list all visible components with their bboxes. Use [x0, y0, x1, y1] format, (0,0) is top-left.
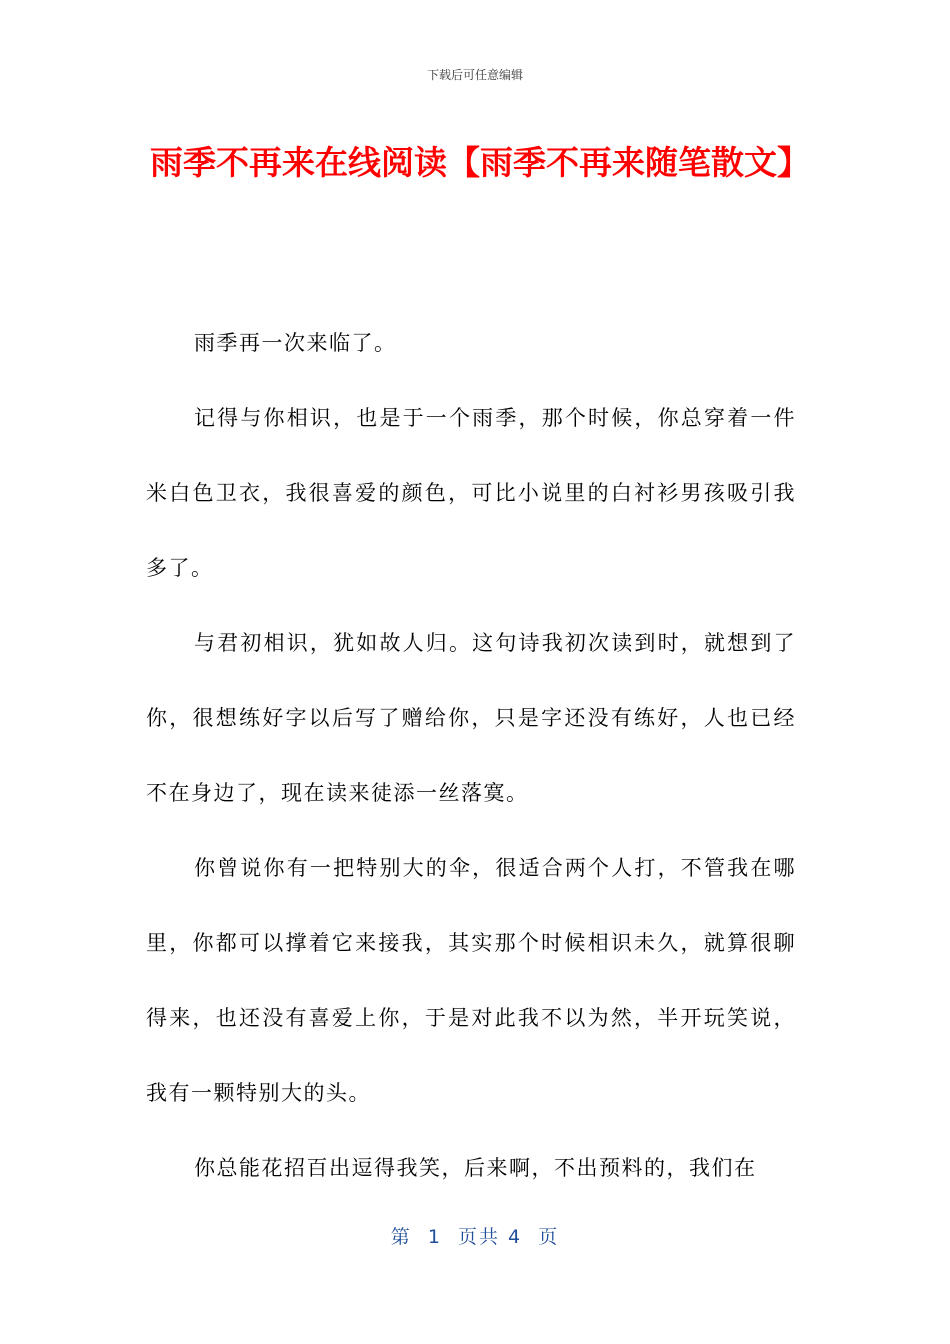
page-number-footer: 第 1 页共 4 页: [390, 1226, 560, 1248]
paragraph: 你总能花招百出逗得我笑，后来啊，不出预料的，我们在: [194, 1156, 757, 1180]
paragraph: 雨季再一次来临了。: [194, 331, 397, 355]
paragraph: 你曾说你有一把特别大的伞，很适合两个人打，不管我在哪里，你都可以撑着它来接我，其实那个时候相识未久，就算很聊得来，也还没有喜爱上你，于是对此我不以为然，半开玩笑说，我有一颗特别大的头。: [146, 856, 796, 1105]
document-title: 雨季不再来在线阅读【雨季不再来随笔散文】: [150, 143, 810, 182]
paragraph: 记得与你相识，也是于一个雨季，那个时候，你总穿着一件米白色卫衣，我很喜爱的颜色，可比小说里的白衬衫男孩吸引我多了。: [146, 406, 796, 580]
header-note: 下载后可任意编辑: [426, 68, 523, 82]
paragraph: 与君初相识，犹如故人归。这句诗我初次读到时，就想到了你，很想练好字以后写了赠给你，只是字还没有练好，人也已经不在身边了，现在读来徒添一丝落寞。: [146, 631, 796, 805]
document-body: [146, 306, 796, 1206]
